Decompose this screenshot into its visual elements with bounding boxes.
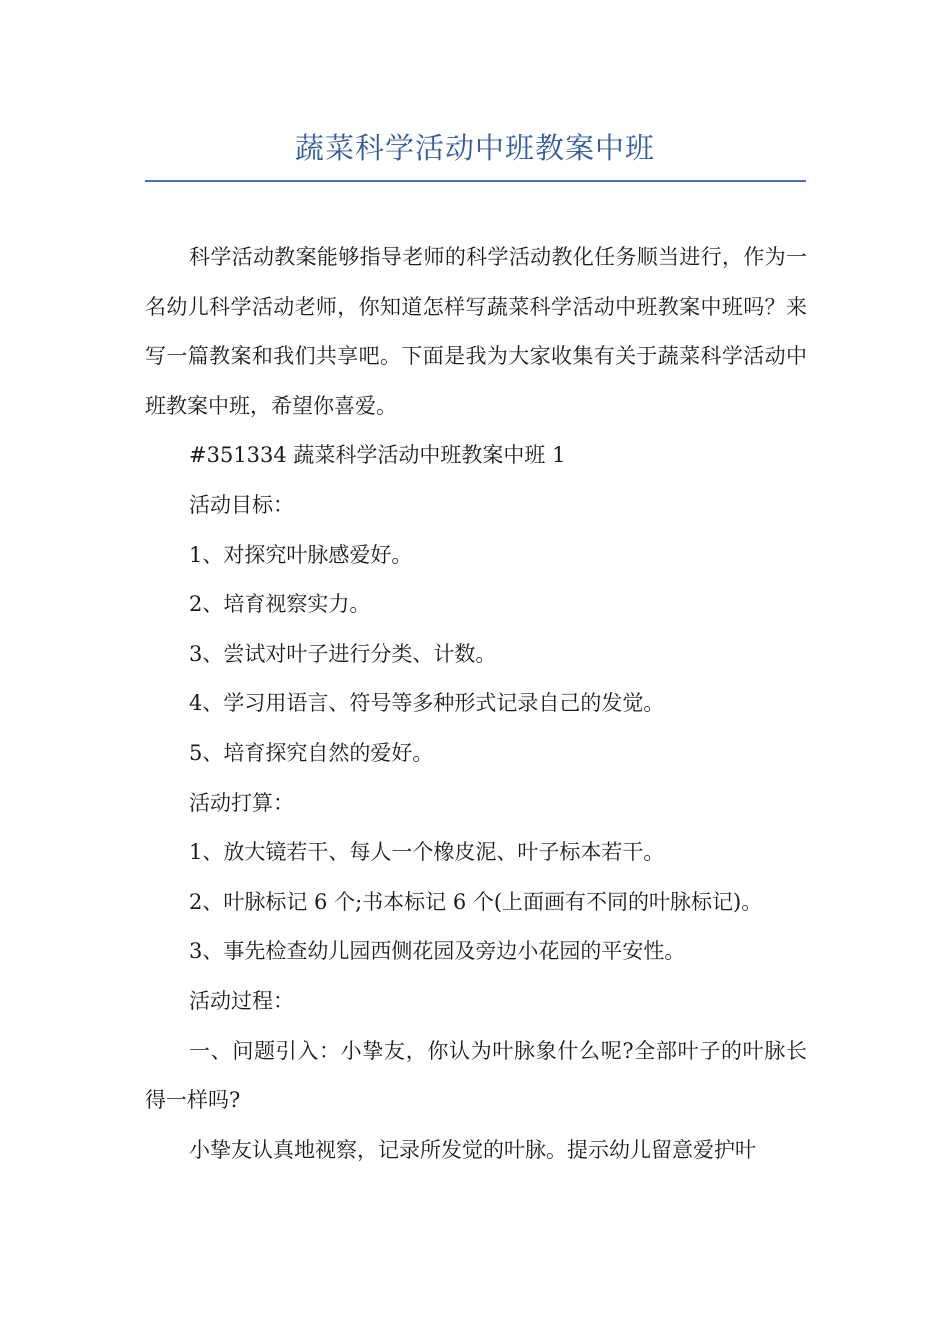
goal-item: 2、培育视察实力。	[189, 592, 371, 617]
goal-item: 4、学习用语言、符号等多种形式记录自己的发觉。	[189, 691, 665, 716]
section-heading: #351334 蔬菜科学活动中班教案中班 1	[189, 443, 566, 468]
activity-preparation-heading: 活动打算：	[189, 790, 294, 815]
title-underline	[145, 180, 806, 182]
process-step: 一、问题引入：小挚友，你认为叶脉象什么呢?全部叶子的叶脉长得一样吗?	[145, 1038, 807, 1113]
process-step: 小挚友认真地视察，记录所发觉的叶脉。提示幼儿留意爱护叶	[189, 1137, 756, 1162]
preparation-item: 2、叶脉标记 6 个;书本标记 6 个(上面画有不同的叶脉标记)。	[189, 889, 763, 914]
goal-item: 1、对探究叶脉感爱好。	[189, 542, 413, 567]
goal-item: 5、培育探究自然的爱好。	[189, 740, 434, 765]
document-title: 蔬菜科学活动中班教案中班	[294, 131, 655, 165]
preparation-item: 1、放大镜若干、每人一个橡皮泥、叶子标本若干。	[189, 840, 665, 865]
goal-item: 3、尝试对叶子进行分类、计数。	[189, 641, 497, 666]
preparation-item: 3、事先检查幼儿园西侧花园及旁边小花园的平安性。	[189, 939, 686, 964]
activity-process-heading: 活动过程：	[189, 988, 294, 1013]
activity-goals-heading: 活动目标：	[189, 492, 294, 517]
document-body	[145, 233, 807, 1175]
intro-paragraph: 科学活动教案能够指导老师的科学活动教化任务顺当进行，作为一名幼儿科学活动老师，你知道怎样写蔬菜科学活动中班教案中班吗？来写一篇教案和我们共享吧。下面是我为大家收集有关于蔬菜科学活动中班教案中班，希望你喜爱。	[145, 245, 807, 418]
